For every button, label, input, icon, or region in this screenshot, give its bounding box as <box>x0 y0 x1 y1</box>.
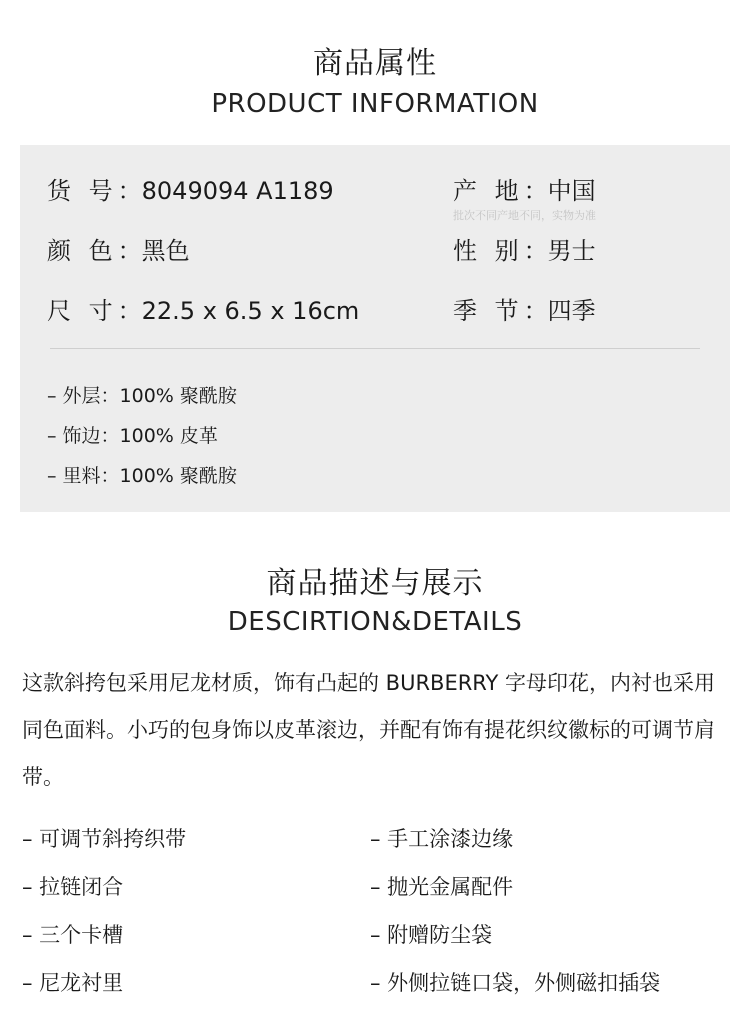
feature-item: – 手工涂漆边缘 <box>370 827 514 851</box>
attr-size-value: 22.5 x 6.5 x 16cm <box>141 297 360 325</box>
attr-season-label: 季 节 <box>453 297 524 325</box>
attr-colon: ： <box>523 237 548 265</box>
feature-item: – 三个卡槽 <box>22 923 124 947</box>
attr-color-value: 黑色 <box>141 237 190 265</box>
attr-colon: ： <box>117 177 142 205</box>
attr-colon: ： <box>117 297 142 325</box>
description-title-cn: 商品描述与展示 <box>266 566 484 601</box>
attr-colon: ： <box>117 237 142 265</box>
attr-sku-value: 8049094 A1189 <box>141 177 334 205</box>
attributes-title-en: PRODUCT INFORMATION <box>211 89 539 119</box>
feature-item: – 外侧拉链口袋，外侧磁扣插袋 <box>370 971 661 995</box>
attr-colon: ： <box>523 297 548 325</box>
attr-gender-value: 男士 <box>547 237 596 265</box>
material-item: – 饰边：100% 皮革 <box>47 425 218 447</box>
attr-colon: ： <box>523 177 548 205</box>
attr-color <box>47 231 190 266</box>
attr-origin-value: 中国 <box>547 177 596 205</box>
description-paragraph: 这款斜挎包采用尼龙材质，饰有凸起的 BURBERRY 字母印花，内衬也采用同色面料。小巧的包身饰以皮革滚边，并配有饰有提花织纹徽标的可调节肩带。 <box>22 671 716 789</box>
origin-note: 批次不同产地不同，实物为准 <box>453 209 596 222</box>
feature-item: – 抛光金属配件 <box>370 875 514 899</box>
attr-color-label: 颜 色 <box>47 237 118 265</box>
attr-gender-label: 性 别 <box>453 237 524 265</box>
attr-size-label: 尺 寸 <box>47 297 118 325</box>
attr-sku <box>47 171 334 206</box>
attr-season-value: 四季 <box>547 297 596 325</box>
attr-gender <box>453 231 596 266</box>
material-item: – 外层：100% 聚酰胺 <box>47 385 237 407</box>
attributes-divider <box>50 348 700 349</box>
attr-origin-label: 产 地 <box>453 177 524 205</box>
attr-season <box>453 291 596 326</box>
attributes-title-cn: 商品属性 <box>313 46 437 81</box>
description-title-en: DESCIRTION&DETAILS <box>227 607 523 637</box>
feature-item: – 可调节斜挎织带 <box>22 827 187 851</box>
material-item: – 里料：100% 聚酰胺 <box>47 465 237 487</box>
feature-item: – 附赠防尘袋 <box>370 923 493 947</box>
feature-item: – 尼龙衬里 <box>22 971 124 995</box>
attr-sku-label: 货 号 <box>47 177 118 205</box>
feature-item: – 拉链闭合 <box>22 875 124 899</box>
attr-size <box>47 291 359 326</box>
attr-origin <box>453 171 596 206</box>
